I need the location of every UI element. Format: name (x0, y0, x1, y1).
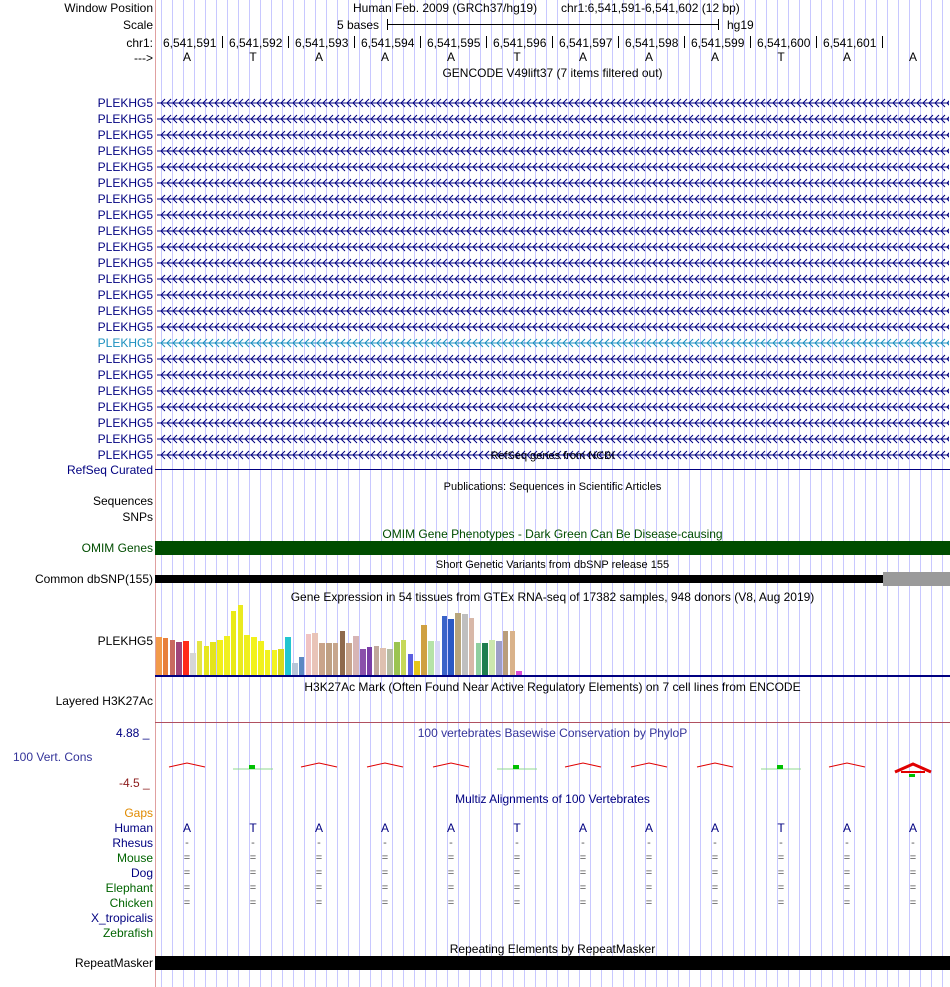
phylop-mark (429, 758, 473, 785)
gencode-transcript[interactable] (157, 320, 949, 334)
gtex-tissue-bar[interactable] (265, 650, 271, 675)
gtex-tissue-bar[interactable] (244, 635, 250, 675)
gencode-gene-label[interactable]: PLEKHG5 (97, 96, 153, 110)
gtex-tissue-bar[interactable] (435, 641, 441, 675)
multiz-base: A (314, 821, 323, 835)
multiz-base: = (579, 852, 587, 864)
phylop-title[interactable]: 100 vertebrates Basewise Conservation by PhyloP (417, 726, 688, 740)
omim-label[interactable]: OMIM Genes (81, 541, 153, 555)
multiz-base: = (777, 852, 785, 864)
gencode-transcript[interactable] (157, 416, 949, 430)
base-letter: A (644, 50, 653, 64)
multiz-base: A (842, 821, 851, 835)
scale-bar-right (718, 19, 719, 30)
coordinate-label: 6,541,595 (427, 36, 481, 50)
coordinate-label: 6,541,598 (625, 36, 679, 50)
coordinate-label: 6,541,600 (757, 36, 811, 50)
multiz-base: A (908, 821, 917, 835)
gtex-tissue-bar[interactable] (238, 605, 244, 675)
gencode-gene-label[interactable]: PLEKHG5 (97, 256, 153, 270)
gtex-tissue-bar[interactable] (285, 637, 291, 675)
multiz-base: = (381, 882, 389, 894)
gencode-gene-label[interactable]: PLEKHG5 (97, 368, 153, 382)
gtex-tissue-bar[interactable] (190, 653, 196, 675)
multiz-species-label[interactable]: Elephant (105, 881, 153, 895)
gencode-gene-label[interactable]: PLEKHG5 (97, 144, 153, 158)
gencode-gene-label[interactable]: PLEKHG5 (97, 224, 153, 238)
gencode-transcript[interactable] (157, 224, 949, 238)
multiz-base: T (777, 821, 785, 835)
gtex-tissue-bar[interactable] (299, 657, 305, 675)
gtex-tissue-bar[interactable] (469, 618, 475, 675)
multiz-base: = (645, 852, 653, 864)
gencode-transcript[interactable] (157, 272, 949, 286)
dbsnp-bar[interactable] (155, 575, 950, 583)
gtex-tissue-bar[interactable] (156, 637, 162, 675)
h3k27ac-title[interactable]: H3K27Ac Mark (Often Found Near Active Regulatory Elements) on 7 cell lines from ENCODE (304, 680, 801, 694)
coordinate-label: 6,541,597 (559, 36, 613, 50)
multiz-base: = (315, 897, 323, 909)
coordinate-label: 6,541,591 (163, 36, 217, 50)
multiz-base: = (513, 897, 521, 909)
gencode-transcript[interactable] (157, 256, 949, 270)
multiz-species-label[interactable]: Rhesus (112, 836, 153, 850)
gencode-gene-label[interactable]: PLEKHG5 (97, 272, 153, 286)
multiz-base: = (249, 897, 257, 909)
base-letter: A (182, 50, 191, 64)
strand-label: ---> (134, 51, 153, 65)
gtex-tissue-bar[interactable] (333, 643, 339, 675)
refseq-label[interactable]: RefSeq Curated (66, 463, 153, 477)
multiz-base: = (447, 867, 455, 879)
gtex-tissue-bar[interactable] (448, 619, 454, 675)
multiz-base: A (380, 821, 389, 835)
gtex-tissue-bar[interactable] (408, 654, 414, 675)
coordinate-label: 6,541,596 (493, 36, 547, 50)
multiz-base: = (381, 867, 389, 879)
scale-text: 5 bases (337, 18, 380, 32)
gtex-tissue-bar[interactable] (340, 631, 346, 675)
coordinate-tick (750, 36, 751, 48)
multiz-species-label[interactable]: Mouse (116, 851, 153, 865)
gtex-tissue-bar[interactable] (326, 643, 332, 675)
multiz-base: = (777, 897, 785, 909)
base-letter: A (908, 50, 917, 64)
gencode-transcript[interactable] (157, 288, 949, 302)
gencode-transcript[interactable] (157, 384, 949, 398)
h3k27ac-baseline (155, 722, 950, 723)
phylop-mark (231, 758, 275, 785)
coordinate-tick (288, 36, 289, 48)
db-text: hg19 (727, 18, 754, 32)
multiz-base: = (183, 867, 191, 879)
multiz-base: = (645, 897, 653, 909)
gtex-tissue-bar[interactable] (462, 614, 468, 675)
repeatmasker-label[interactable]: RepeatMasker (74, 956, 153, 970)
gtex-tissue-bar[interactable] (414, 661, 420, 675)
gtex-tissue-bar[interactable] (183, 641, 189, 675)
gtex-tissue-bar[interactable] (455, 613, 461, 675)
multiz-base: = (909, 867, 917, 879)
scale-bar (387, 24, 718, 25)
gtex-tissue-bar[interactable] (224, 636, 230, 675)
multiz-base: A (710, 821, 719, 835)
gencode-gene-label[interactable]: PLEKHG5 (97, 240, 153, 254)
gencode-transcript[interactable] (157, 336, 949, 350)
multiz-species-label[interactable]: X_tropicalis (90, 911, 153, 925)
position-text[interactable]: chr1:6,541,591-6,541,602 (12 bp) (561, 1, 740, 15)
base-letter: T (513, 50, 521, 64)
multiz-base: = (249, 882, 257, 894)
multiz-species-label[interactable]: Chicken (109, 896, 153, 910)
phylop-mark (627, 758, 671, 785)
coordinate-tick (552, 36, 553, 48)
multiz-base: - (581, 837, 585, 849)
gtex-tissue-bar[interactable] (231, 611, 237, 675)
multiz-base: = (711, 882, 719, 894)
gencode-transcript[interactable] (157, 240, 949, 254)
multiz-base: = (711, 867, 719, 879)
multiz-species-label[interactable]: Zebrafish (102, 926, 153, 940)
coordinate-tick (222, 36, 223, 48)
gtex-tissue-bar[interactable] (482, 643, 488, 675)
gencode-transcript[interactable] (157, 144, 949, 158)
gtex-tissue-bar[interactable] (367, 647, 373, 675)
gtex-title[interactable]: Gene Expression in 54 tissues from GTEx RNA-seq of 17382 samples, 948 donors (V8, Aug 2019) (290, 590, 815, 604)
assembly-text: Human Feb. 2009 (GRCh37/hg19) (353, 1, 538, 15)
multiz-base: T (513, 821, 521, 835)
multiz-title[interactable]: Multiz Alignments of 100 Vertebrates (455, 792, 650, 806)
gencode-transcript[interactable] (157, 128, 949, 142)
coordinate-tick (618, 36, 619, 48)
coordinate-label: 6,541,593 (295, 36, 349, 50)
multiz-base: - (383, 837, 387, 849)
phylop-min: -4.5 _ (119, 776, 150, 790)
gtex-tissue-bar[interactable] (380, 648, 386, 675)
base-letter: A (710, 50, 719, 64)
multiz-base: - (911, 837, 915, 849)
publications-title[interactable]: Publications: Sequences in Scientific Articles (443, 481, 662, 493)
gencode-gene-label[interactable]: PLEKHG5 (97, 352, 153, 366)
gtex-tissue-bar[interactable] (489, 640, 495, 675)
gencode-gene-label[interactable]: PLEKHG5 (97, 176, 153, 190)
multiz-base: - (515, 837, 519, 849)
multiz-base: = (315, 867, 323, 879)
base-letter: A (380, 50, 389, 64)
gencode-transcript[interactable] (157, 432, 949, 446)
repeatmasker-title[interactable]: Repeating Elements by RepeatMasker (449, 942, 656, 956)
h3k27ac-label[interactable]: Layered H3K27Ac (55, 694, 153, 708)
coordinate-tick (684, 36, 685, 48)
gtex-tissue-bar[interactable] (251, 637, 257, 675)
phylop-max: 4.88 _ (116, 726, 150, 740)
gencode-transcript[interactable] (157, 176, 949, 190)
gencode-transcript[interactable] (157, 160, 949, 174)
gtex-tissue-bar[interactable] (346, 643, 352, 675)
multiz-base: = (579, 867, 587, 879)
omim-bar[interactable] (155, 541, 950, 555)
multiz-base: = (183, 852, 191, 864)
multiz-species-label[interactable]: Dog (130, 866, 153, 880)
gtex-tissue-bar[interactable] (163, 638, 169, 675)
gencode-transcript[interactable] (157, 96, 949, 110)
multiz-base: = (513, 882, 521, 894)
repeatmasker-bar[interactable] (155, 956, 950, 970)
coordinate-label: 6,541,594 (361, 36, 415, 50)
phylop-mark (495, 758, 539, 785)
gencode-gene-label[interactable]: PLEKHG5 (97, 432, 153, 446)
gencode-transcript[interactable] (157, 304, 949, 318)
multiz-base: = (447, 897, 455, 909)
multiz-base: = (447, 852, 455, 864)
gencode-gene-label[interactable]: PLEKHG5 (97, 400, 153, 414)
gtex-tissue-bar[interactable] (510, 631, 516, 675)
gencode-gene-label[interactable]: PLEKHG5 (97, 208, 153, 222)
multiz-base: = (843, 852, 851, 864)
multiz-base: - (845, 837, 849, 849)
gencode-transcript[interactable] (157, 112, 949, 126)
gencode-transcript[interactable] (157, 352, 949, 366)
gtex-tissue-bar[interactable] (394, 642, 400, 675)
multiz-base: = (711, 852, 719, 864)
multiz-base: = (315, 882, 323, 894)
phylop-mark (759, 758, 803, 785)
coordinate-label: 6,541,601 (823, 36, 877, 50)
publications-sequences-label[interactable]: Sequences (92, 494, 153, 508)
chr-label: chr1: (126, 36, 153, 50)
gtex-tissue-bar[interactable] (360, 649, 366, 675)
phylop-label[interactable]: 100 Vert. Cons (13, 750, 93, 764)
multiz-base: = (579, 897, 587, 909)
gencode-gene-label[interactable]: PLEKHG5 (97, 304, 153, 318)
coordinate-label: 6,541,592 (229, 36, 283, 50)
gencode-transcript[interactable] (157, 208, 949, 222)
gencode-gene-label[interactable]: PLEKHG5 (97, 336, 153, 350)
gencode-gene-label[interactable]: PLEKHG5 (97, 384, 153, 398)
base-letter: A (446, 50, 455, 64)
multiz-base: = (909, 897, 917, 909)
gtex-tissue-bar[interactable] (210, 642, 216, 675)
gtex-tissue-bar[interactable] (353, 636, 359, 675)
gtex-tissue-bar[interactable] (278, 649, 284, 675)
gtex-tissue-bar[interactable] (217, 640, 223, 675)
gtex-tissue-bar[interactable] (442, 616, 448, 675)
base-letter: A (578, 50, 587, 64)
multiz-base: = (315, 852, 323, 864)
multiz-base: = (249, 852, 257, 864)
gtex-label[interactable]: PLEKHG5 (97, 634, 153, 648)
multiz-base: = (711, 897, 719, 909)
refseq-title[interactable]: RefSeq genes from NCBI (490, 450, 615, 462)
coordinate-tick (420, 36, 421, 48)
multiz-base: - (251, 837, 255, 849)
multiz-base: = (777, 882, 785, 894)
gtex-tissue-bar[interactable] (258, 641, 264, 675)
gencode-gene-label[interactable]: PLEKHG5 (97, 112, 153, 126)
gtex-chart[interactable] (155, 604, 950, 675)
gencode-transcript[interactable] (157, 192, 949, 206)
base-letter: A (314, 50, 323, 64)
gtex-tissue-bar[interactable] (319, 643, 325, 675)
multiz-base: = (777, 867, 785, 879)
gtex-tissue-bar[interactable] (176, 642, 182, 675)
gtex-tissue-bar[interactable] (476, 643, 482, 675)
gtex-tissue-bar[interactable] (312, 633, 318, 675)
scale-bar-left (387, 19, 388, 30)
dbsnp-title[interactable]: Short Genetic Variants from dbSNP release 155 (435, 559, 670, 571)
multiz-base: = (183, 882, 191, 894)
base-letter: A (842, 50, 851, 64)
scale-label: Scale (122, 18, 153, 32)
phylop-mark (561, 758, 605, 785)
multiz-base: - (713, 837, 717, 849)
base-letter: T (249, 50, 257, 64)
gtex-tissue-bar[interactable] (503, 631, 509, 675)
multiz-base: = (249, 867, 257, 879)
gtex-tissue-bar[interactable] (496, 641, 502, 675)
gtex-tissue-bar[interactable] (428, 641, 434, 675)
gtex-tissue-bar[interactable] (204, 646, 210, 675)
gencode-gene-label[interactable]: PLEKHG5 (97, 320, 153, 334)
phylop-mark (363, 758, 407, 785)
base-letter: T (777, 50, 785, 64)
publications-snps-label[interactable]: SNPs (122, 510, 153, 524)
omim-title[interactable]: OMIM Gene Phenotypes - Dark Green Can Be Disease-causing (382, 527, 723, 541)
multiz-base: A (182, 821, 191, 835)
gencode-gene-label[interactable]: PLEKHG5 (97, 128, 153, 142)
multiz-base: - (185, 837, 189, 849)
multiz-base: = (909, 882, 917, 894)
multiz-base: = (909, 852, 917, 864)
multiz-base: T (249, 821, 257, 835)
gtex-tissue-bar[interactable] (306, 634, 312, 675)
gtex-tissue-bar[interactable] (292, 663, 298, 675)
phylop-mark (693, 758, 737, 785)
multiz-base: = (381, 852, 389, 864)
gencode-title[interactable]: GENCODE V49lift37 (7 items filtered out) (442, 66, 663, 80)
multiz-base: = (447, 882, 455, 894)
gtex-tissue-bar[interactable] (401, 640, 407, 675)
gtex-tissue-bar[interactable] (170, 640, 176, 675)
multiz-base: = (579, 882, 587, 894)
gtex-tissue-bar[interactable] (197, 641, 203, 675)
multiz-base: = (645, 867, 653, 879)
coordinate-tick (816, 36, 817, 48)
multiz-base: = (843, 897, 851, 909)
gencode-gene-label[interactable]: PLEKHG5 (97, 448, 153, 462)
multiz-base: - (647, 837, 651, 849)
multiz-base: = (183, 897, 191, 909)
coordinate-tick (486, 36, 487, 48)
coordinate-tick (354, 36, 355, 48)
multiz-species-label[interactable]: Human (114, 821, 153, 835)
gencode-gene-label[interactable]: PLEKHG5 (97, 288, 153, 302)
gtex-tissue-bar[interactable] (374, 646, 380, 675)
multiz-base: = (645, 882, 653, 894)
gencode-transcript[interactable] (157, 368, 949, 382)
gencode-gene-label[interactable]: PLEKHG5 (97, 160, 153, 174)
refseq-line[interactable] (155, 469, 950, 470)
gtex-tissue-bar[interactable] (272, 650, 278, 675)
phylop-mark (825, 758, 869, 785)
window-position-label: Window Position (64, 1, 153, 15)
multiz-base: = (381, 897, 389, 909)
phylop-mark (297, 758, 341, 785)
multiz-base: - (779, 837, 783, 849)
multiz-base: A (446, 821, 455, 835)
gtex-tissue-bar[interactable] (421, 625, 427, 675)
gtex-tissue-bar[interactable] (387, 649, 393, 675)
coordinate-tick (882, 36, 883, 48)
multiz-base: - (317, 837, 321, 849)
multiz-base: = (843, 882, 851, 894)
gencode-gene-label[interactable]: PLEKHG5 (97, 416, 153, 430)
gencode-transcript[interactable] (157, 400, 949, 414)
dbsnp-variant[interactable] (883, 572, 950, 586)
phylop-mark (891, 758, 935, 785)
phylop-mark (165, 758, 209, 785)
coordinate-label: 6,541,599 (691, 36, 745, 50)
multiz-base: = (843, 867, 851, 879)
multiz-base: - (449, 837, 453, 849)
dbsnp-label[interactable]: Common dbSNP(155) (34, 572, 153, 586)
multiz-gaps-label: Gaps (124, 806, 153, 820)
multiz-base: A (578, 821, 587, 835)
multiz-base: = (513, 852, 521, 864)
multiz-base: A (644, 821, 653, 835)
gencode-gene-label[interactable]: PLEKHG5 (97, 192, 153, 206)
gtex-baseline (155, 675, 950, 677)
multiz-base: = (513, 867, 521, 879)
